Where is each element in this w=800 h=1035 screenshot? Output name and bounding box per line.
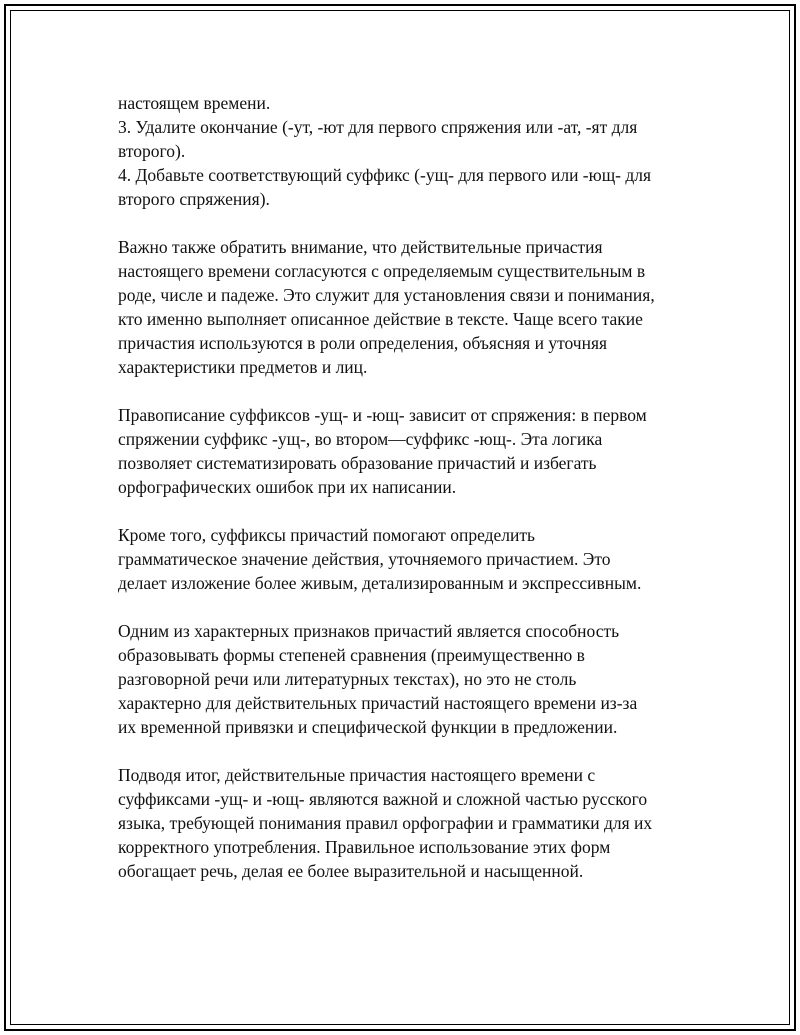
paragraph-gap — [118, 211, 708, 235]
text-line: Важно также обратить внимание, что действительные причастия — [118, 237, 603, 257]
text-line: Одним из характерных признаков причастий является способность — [118, 621, 620, 641]
text-line: обогащает речь, делая ее более выразительной и насыщенной. — [118, 861, 584, 881]
paragraph-conclusion — [118, 763, 708, 883]
text-line: кто именно выполняет описанное действие в тексте. Чаще всего такие — [118, 309, 643, 329]
paragraph-spelling — [118, 403, 708, 499]
text-line: второго). — [118, 141, 186, 161]
paragraph-suffix-meaning — [118, 523, 708, 595]
text-line: образовывать формы степеней сравнения (преимущественно в — [118, 645, 585, 665]
text-line: грамматическое значение действия, уточняемого причастием. Это — [118, 549, 611, 569]
text-line: корректного употребления. Правильное использование этих форм — [118, 837, 611, 857]
paragraph-agreement — [118, 235, 708, 379]
text-line: позволяет систематизировать образование причастий и избегать — [118, 453, 597, 473]
text-line: Кроме того, суффиксы причастий помогают определить — [118, 525, 536, 545]
text-line: роде, числе и падеже. Это служит для установления связи и понимания, — [118, 285, 655, 305]
paragraph-gap — [118, 499, 708, 523]
paragraph-instructions — [118, 91, 708, 211]
text-line: 3. Удалите окончание (-ут, -ют для первого спряжения или -ат, -ят для — [118, 117, 638, 137]
paragraph-gap — [118, 379, 708, 403]
text-line: характеристики предметов и лиц. — [118, 357, 368, 377]
document-body — [118, 91, 708, 883]
text-line: Подводя итог, действительные причастия настоящего времени с — [118, 765, 596, 785]
text-line: спряжении суффикс -ущ-, во втором—суффикс -ющ-. Эта логика — [118, 429, 603, 449]
paragraph-comparison — [118, 619, 708, 739]
text-line: причастия используются в роли определения, объясняя и уточняя — [118, 333, 608, 353]
paragraph-gap — [118, 739, 708, 763]
text-line: настоящего времени согласуются с определяемым существительным в — [118, 261, 646, 281]
text-line: орфографических ошибок при их написании. — [118, 477, 457, 497]
text-line: настоящем времени. — [118, 93, 271, 113]
paragraph-gap — [118, 595, 708, 619]
text-line: Правописание суффиксов -ущ- и -ющ- зависит от спряжения: в первом — [118, 405, 647, 425]
text-line: делает изложение более живым, детализированным и экспрессивным. — [118, 573, 642, 593]
text-line: характерно для действительных причастий настоящего времени из-за — [118, 693, 638, 713]
text-line: суффиксами -ущ- и -ющ- являются важной и сложной частью русского — [118, 789, 648, 809]
text-line: второго спряжения). — [118, 189, 270, 209]
text-line: 4. Добавьте соответствующий суффикс (-ущ- для первого или -ющ- для — [118, 165, 652, 185]
text-line: разговорной речи или литературных текстах), но это не столь — [118, 669, 577, 689]
text-line: их временной привязки и специфической функции в предложении. — [118, 717, 618, 737]
text-line: языка, требующей понимания правил орфографии и грамматики для их — [118, 813, 653, 833]
